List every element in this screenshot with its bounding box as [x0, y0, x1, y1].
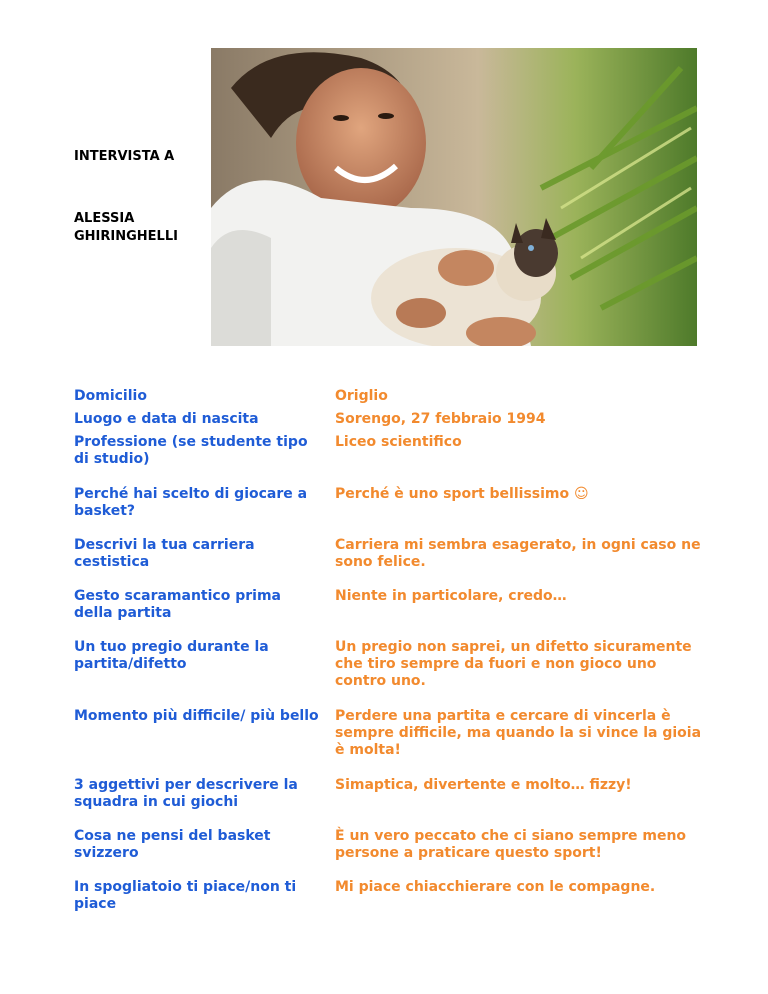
interviewee-first-name: ALESSIA [74, 211, 135, 226]
answer-text: Niente in particolare, credo… [335, 588, 567, 604]
question-text: Domicilio [74, 388, 147, 404]
answer-text: Origlio [335, 388, 388, 404]
woman-holding-cat-photo [211, 48, 697, 346]
question-text: Professione (se studente tipo di studio) [74, 434, 308, 467]
answer-text: Sorengo, 27 febbraio 1994 [335, 411, 546, 427]
answer-text: Carriera mi sembra esagerato, in ogni caso ne sono felice. [335, 537, 701, 570]
question-text: Descrivi la tua carriera cestistica [74, 537, 255, 570]
question-text: Perché hai scelto di giocare a basket? [74, 486, 308, 519]
question-text: 3 aggettivi per descrivere la squadra in cui giochi [74, 777, 298, 810]
question-text: Gesto scaramantico prima della partita [74, 588, 281, 621]
answer-text: Simaptica, divertente e molto… fizzy! [335, 777, 632, 793]
question-text: Un tuo pregio durante la partita/difetto [74, 639, 269, 672]
answer-text: Liceo scientifico [335, 434, 462, 450]
interviewee-last-name: GHIRINGHELLI [74, 229, 178, 244]
answer-text: Mi piace chiacchierare con le compagne. [335, 879, 656, 895]
interview-heading: INTERVISTA A [74, 149, 175, 164]
question-text: Cosa ne pensi del basket svizzero [74, 828, 271, 861]
question-text: Momento più difficile/ più bello [74, 708, 319, 724]
question-text: Luogo e data di nascita [74, 411, 259, 427]
answer-text: Un pregio non saprei, un difetto sicuramente che tiro sempre da fuori e non gioco uno contro uno. [335, 639, 692, 689]
question-text: In spogliatoio ti piace/non ti piace [74, 879, 297, 912]
answer-text: È un vero peccato che ci siano sempre meno persone a praticare questo sport! [335, 828, 687, 861]
answer-text: Perdere una partita e cercare di vincerla è sempre difficile, ma quando la si vince la gioia è molta! [335, 708, 702, 758]
answer-text: Perché è uno sport bellissimo ☺ [335, 486, 589, 502]
